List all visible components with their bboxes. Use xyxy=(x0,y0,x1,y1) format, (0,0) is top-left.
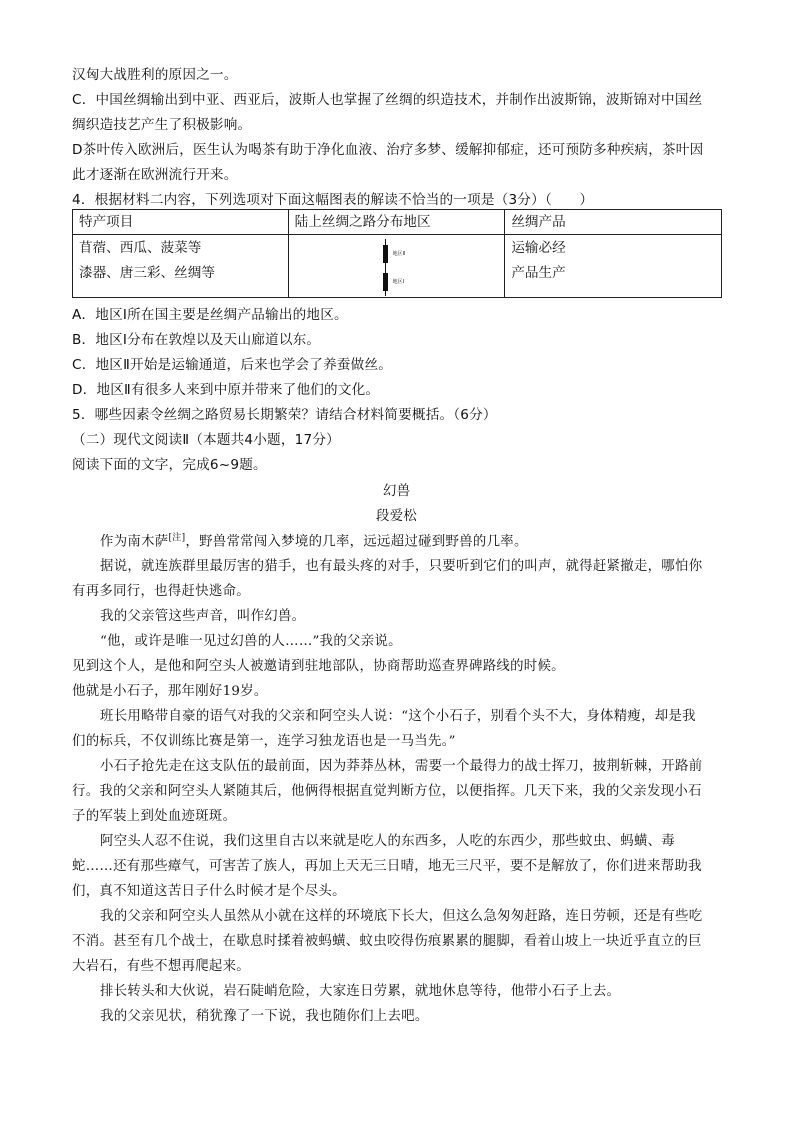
table-cell-silk xyxy=(505,235,722,298)
paragraph-line: 们的标兵，不仅训练比赛是第一，连学习独龙语也是一马当先。” xyxy=(72,734,456,749)
paragraph-line: 子的军装上到处血迹斑斑。 xyxy=(72,809,237,824)
paragraph-line: 排长转头和大伙说，岩石陡峭危险，大家连日劳累，就地休息等待，他带小石子上去。 xyxy=(100,984,621,999)
question-4: 4．根据材料二内容，下列选项对下面这幅图表的解读不恰当的一项是（3分）（ ） xyxy=(72,192,594,208)
table-cell-line: 运输必经 xyxy=(511,240,566,256)
paragraph-line: 不消。甚至有几个战士，在歇息时揉着被蚂蟥、蚊虫咬得伤痕累累的腿脚，看着山坡上一块近乎直立的巨 xyxy=(72,934,702,949)
table-cell-products xyxy=(73,235,289,298)
paragraph xyxy=(100,530,528,549)
diagram-line xyxy=(385,291,386,296)
table-header-cell: 丝绸产品 xyxy=(505,210,722,235)
paragraph-line: 我的父亲管这些声音，叫作幻兽。 xyxy=(100,609,306,624)
silk-road-table xyxy=(72,209,722,298)
text-line: 汉匈大战胜利的原因之一。 xyxy=(72,67,238,83)
paragraph-line: “他，或许是唯一见过幻兽的人……”我的父亲说。 xyxy=(100,634,402,649)
paragraph-line: 见到这个人，是他和阿空头人被邀请到驻地部队，协商帮助巡查界碑路线的时候。 xyxy=(72,659,565,674)
paragraph-line: 我的父亲见状，稍犹豫了一下说，我也随你们上去吧。 xyxy=(100,1009,429,1024)
article-title: 幻兽 xyxy=(383,484,411,499)
table-row xyxy=(73,235,722,298)
table-cell-line: 产品生产 xyxy=(511,265,566,281)
paragraph-line: 有再多同行，也得赶快逃命。 xyxy=(72,584,250,599)
table-header-cell: 陆上丝绸之路分布地区 xyxy=(288,210,505,235)
option-c-prev: C．中国丝绸输出到中亚、西亚后，波斯人也掌握了丝绸的织造技术，并制作出波斯锦，波斯锦对中国丝 xyxy=(72,92,703,108)
diagram-label-region-2: 地区Ⅱ xyxy=(392,251,406,257)
section-heading: （二）现代文阅读Ⅱ（本题共4小题，17分） xyxy=(72,432,340,448)
region-diagram xyxy=(289,235,505,297)
question-5: 5．哪些因素令丝绸之路贸易长期繁荣？请结合材料简要概括。（6分） xyxy=(72,407,497,423)
option-c: C．地区Ⅱ开始是运输通道，后来也学会了养蚕做丝。 xyxy=(72,357,393,373)
paragraph-line: 小石子抢先走在这支队伍的最前面，因为莽莽丛林，需要一个最得力的战士挥刀，披荆斩棘，开路前 xyxy=(100,759,703,774)
paragraph-line: 他就是小石子，那年刚好19岁。 xyxy=(72,684,268,699)
paragraph-line: 大岩石，有些不想再爬起来。 xyxy=(72,959,250,974)
diagram-label-region-1: 地区Ⅰ xyxy=(392,279,405,285)
table-header-cell: 特产项目 xyxy=(73,210,289,235)
diagram-bar-region-1 xyxy=(383,273,388,291)
article-author: 段爱松 xyxy=(376,509,418,524)
paragraph-line: 行。我的父亲和阿空头人紧随其后，他俩得根据直觉判断方位，以便指挥。几天下来，我的父亲发现小石 xyxy=(72,784,702,799)
table-cell-diagram xyxy=(288,235,505,298)
option-a: A．地区Ⅰ所在国主要是丝绸产品输出的地区。 xyxy=(72,307,348,323)
paragraph-line: 班长用略带自豪的语气对我的父亲和阿空头人说：“这个小石子，别看个头不大，身体精瘦，却是我 xyxy=(100,709,696,724)
paragraph-line: 我的父亲和阿空头人虽然从小就在这样的环境底下长大，但这么急匆匆赶路，连日劳顿，还是有些吃 xyxy=(100,909,703,924)
diagram-bar-region-2 xyxy=(383,245,388,263)
footnote-marker[interactable]: [注] xyxy=(168,533,186,543)
table-cell-line: 漆器、唐三彩、丝绸等 xyxy=(79,265,215,281)
paragraph-text: 作为南木萨 xyxy=(100,534,169,550)
table-cell-line: 苜蓿、西瓜、菠菜等 xyxy=(79,240,202,256)
option-b: B．地区Ⅰ分布在敦煌以及天山廊道以东。 xyxy=(72,332,321,348)
paragraph-line: 据说，就连族群里最厉害的猎手，也有最头疼的对手，只要听到它们的叫声，就得赶紧撤走，哪怕你 xyxy=(100,559,703,574)
option-d-prev: D茶叶传入欧洲后，医生认为喝茶有助于净化血液、治疗多梦、缓解抑郁症，还可预防多种疾病，茶叶因 xyxy=(72,142,704,158)
table-header-row xyxy=(73,210,722,235)
paragraph-line: 蛇……还有那些瘴气，可害苦了族人，再加上天无三日晴，地无三尺平，要不是解放了，你们进来帮助我 xyxy=(72,859,702,874)
option-d: D．地区Ⅱ有很多人来到中原并带来了他们的文化。 xyxy=(72,382,380,398)
diagram-line xyxy=(385,263,386,273)
paragraph-line: 阿空头人忍不住说，我们这里自古以来就是吃人的东西多，人吃的东西少，那些蚊虫、蚂蟥、毒 xyxy=(100,834,676,849)
text-line: 此才逐渐在欧洲流行开来。 xyxy=(72,167,238,183)
paragraph-line: 们，真不知道这苦日子什么时候才是个尽头。 xyxy=(72,884,346,899)
paragraph-text: ，野兽常常闯入梦境的几率，远远超过碰到野兽的几率。 xyxy=(185,534,528,550)
text-line: 绸织造技艺产生了积极影响。 xyxy=(72,117,252,133)
reading-instruction: 阅读下面的文字，完成6~9题。 xyxy=(72,457,267,473)
